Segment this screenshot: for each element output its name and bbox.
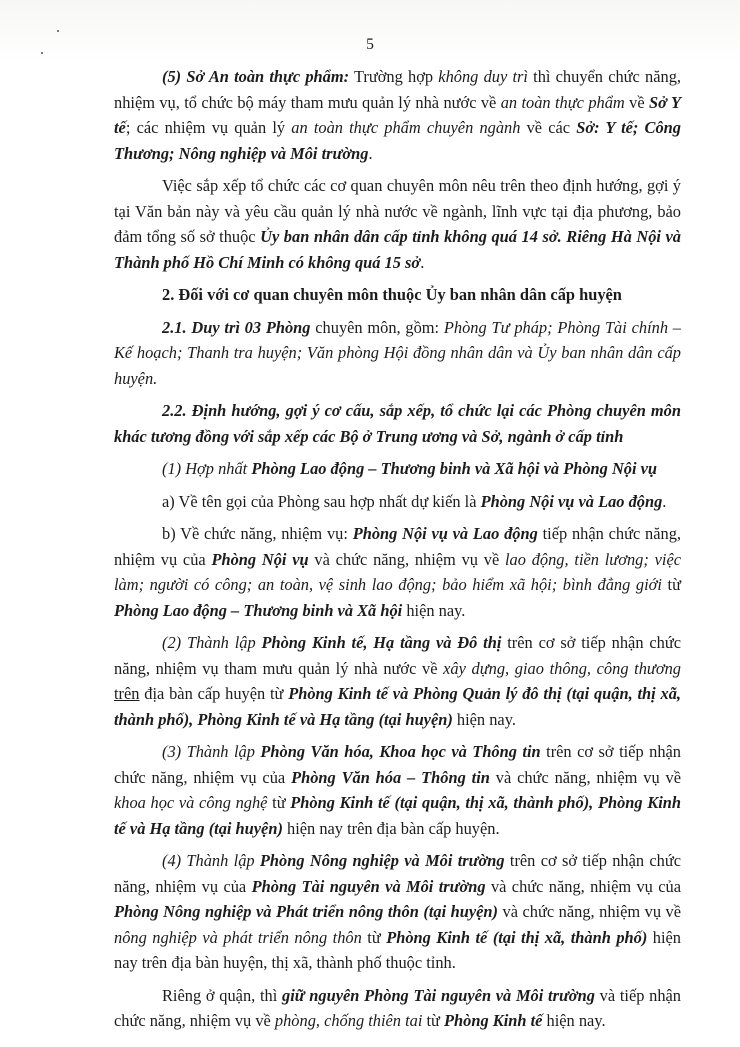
paragraph-economy-office: (2) Thành lập Phòng Kinh tế, Hạ tầng và Đô thị trên cơ sở tiếp nhận chức năng, nhiệm vụ tham mưu quản lý nhà nước về xây dựng, giao thông, công thương trên địa bàn cấp huyện từ Phòng Kinh tế và Phòng Quản lý đô thị (tại quận, thị xã, thành phố), Phòng Kinh tế và Hạ tầng (tại huyện) hiện nay.: [114, 633, 682, 729]
section-heading-district: 2. Đối với cơ quan chuyên môn thuộc Ủy ban nhân dân cấp huyện: [162, 285, 622, 304]
paragraph-maintain-offices: 2.1. Duy trì 03 Phòng chuyên môn, gồm: Phòng Tư pháp; Phòng Tài chính – Kế hoạch; Thanh tra huyện; Văn phòng Hội đồng nhân dân và Ủy ban nhân dân cấp huyện.: [114, 317, 681, 388]
paragraph-arrangement: Việc sắp xếp tổ chức các cơ quan chuyên môn nêu trên theo định hướng, gợi ý tại Văn bản này và yêu cầu quản lý nhà nước về ngành, lĩnh vực tại địa phương, bảo đảm tổng số sở thuộc Ủy ban nhân dân cấp tỉnh không quá 14 sở. Riêng Hà Nội và Thành phố Hồ Chí Minh có không quá 15 sở.: [114, 176, 681, 272]
paragraph-urban-districts: Riêng ở quận, thì giữ nguyên Phòng Tài nguyên và Môi trường và tiếp nhận chức năng, nhiệm vụ về phòng, chống thiên tai từ Phòng Kinh tế hiện nay.: [114, 985, 681, 1030]
paragraph-food-safety: (5) Sở An toàn thực phẩm: Trường hợp không duy trì thì chuyển chức năng, nhiệm vụ, tổ chức bộ máy tham mưu quản lý nhà nước về an toàn thực phẩm về Sở Y tế; các nhiệm vụ quản lý an toàn thực phẩm chuyên ngành về các Sở: Y tế; Công Thương; Nông nghiệp và Môi trường.: [114, 67, 682, 163]
document-body: [114, 64, 681, 1041]
scan-speck: [57, 30, 59, 32]
paragraph-agriculture-office: (4) Thành lập Phòng Nông nghiệp và Môi trường trên cơ sở tiếp nhận chức năng, nhiệm vụ của Phòng Tài nguyên và Môi trường và chức năng, nhiệm vụ của Phòng Nông nghiệp và Phát triển nông thôn (tại huyện) và chức năng, nhiệm vụ về nông nghiệp và phát triển nông thôn từ Phòng Kinh tế (tại thị xã, thành phố) hiện nay trên địa bàn huyện, thị xã, thành phố thuộc tỉnh.: [114, 851, 682, 972]
paragraph-functions: b) Về chức năng, nhiệm vụ: Phòng Nội vụ và Lao động tiếp nhận chức năng, nhiệm vụ của Phòng Nội vụ và chức năng, nhiệm vụ về lao động, tiền lương; việc làm; người có công; an toàn, vệ sinh lao động; bảo hiểm xã hội; bình đẳng giới từ Phòng Lao động – Thương binh và Xã hội hiện nay.: [114, 524, 681, 620]
paragraph-orientation: 2.2. Định hướng, gợi ý cơ cấu, sắp xếp, tổ chức lại các Phòng chuyên môn khác tương đồng với sắp xếp các Bộ ở Trung ương và Sở, ngành ở cấp tỉnh: [114, 401, 681, 446]
page-number: 5: [366, 36, 374, 53]
paragraph-name: a) Về tên gọi của Phòng sau hợp nhất dự kiến là Phòng Nội vụ và Lao động.: [162, 491, 667, 511]
paragraph-merge: (1) Hợp nhất Phòng Lao động – Thương binh và Xã hội và Phòng Nội vụ: [162, 459, 658, 478]
paragraph-culture-office: (3) Thành lập Phòng Văn hóa, Khoa học và Thông tin trên cơ sở tiếp nhận chức năng, nhiệm vụ của Phòng Văn hóa – Thông tin và chức năng, nhiệm vụ về khoa học và công nghệ từ Phòng Kinh tế (tại quận, thị xã, thành phố), Phòng Kinh tế và Hạ tầng (tại huyện) hiện nay trên địa bàn cấp huyện.: [114, 742, 681, 838]
